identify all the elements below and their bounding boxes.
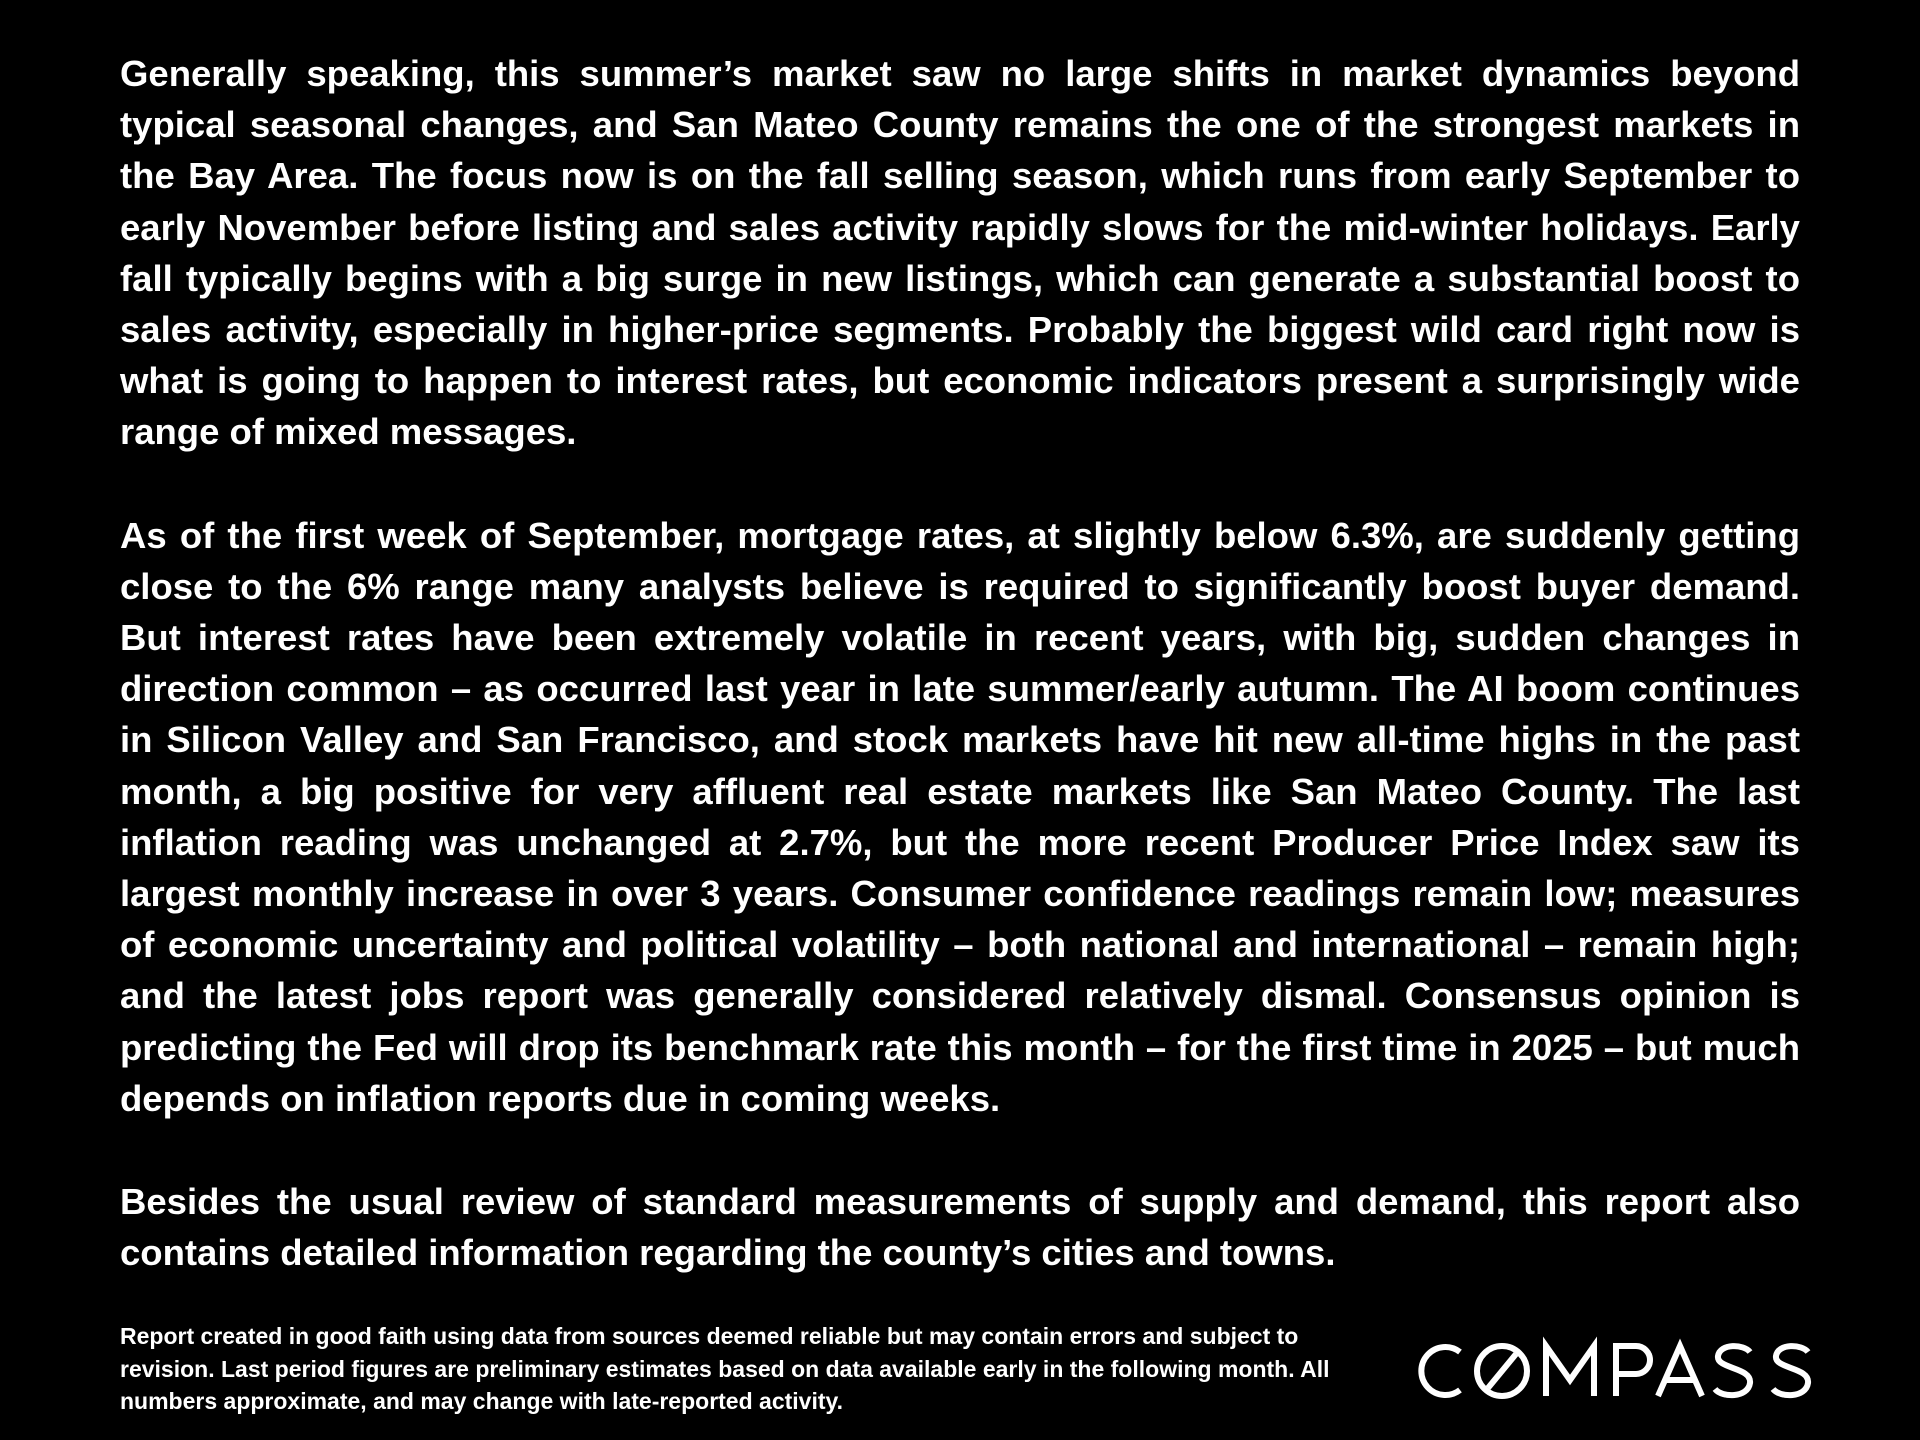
compass-logo: [1412, 1336, 1822, 1406]
paragraph-report-contents: Besides the usual review of standard measurements of supply and demand, this report also contains detailed information regarding the county’s cities and towns.: [120, 1181, 1800, 1274]
compass-logo-mark: [1412, 1336, 1822, 1406]
report-body: [120, 48, 1800, 1330]
footer: [120, 1320, 1360, 1418]
paragraph-interest-rates: As of the first week of September, mortgage rates, at slightly below 6.3%, are suddenly getting close to the 6% range many analysts believe is required to significantly boost buyer demand. But interest rates have been extremely volatile in recent years, with big, sudden changes in direction common – as occurred last year in late summer/early autumn. The AI boom continues in Silicon Valley and San Francisco, and stock markets have hit new all-time highs in the past month, a big positive for very affluent real estate markets like San Mateo County. The last inflation reading was unchanged at 2.7%, but the more recent Producer Price Index saw its largest monthly increase in over 3 years. Consumer confidence readings remain low; measures of economic uncertainty and political volatility – both national and international – remain high; and the latest jobs report was generally considered relatively dismal. Consensus opinion is predicting the Fed will drop its benchmark rate this month – for the first time in 2025 – but much depends on inflation reports due in coming weeks.: [120, 514, 1800, 1119]
disclaimer-text: Report created in good faith using data from sources deemed reliable but may contain errors and subject to revision. Last period figures are preliminary estimates based on data available early in the following month. All numbers approximate, and may change with late-reported activity.: [120, 1323, 1330, 1414]
paragraph-market-overview: Generally speaking, this summer’s market saw no large shifts in market dynamics beyond typical seasonal changes, and San Mateo County remains the one of the strongest markets in the Bay Area. The focus now is on the fall selling season, which runs from early September to early November before listing and sales activity rapidly slows for the mid-winter holidays. Early fall typically begins with a big surge in new listings, which can generate a substantial boost to sales activity, especially in higher-price segments. Probably the biggest wild card right now is what is going to happen to interest rates, but economic indicators present a surprisingly wide range of mixed messages.: [120, 53, 1800, 453]
